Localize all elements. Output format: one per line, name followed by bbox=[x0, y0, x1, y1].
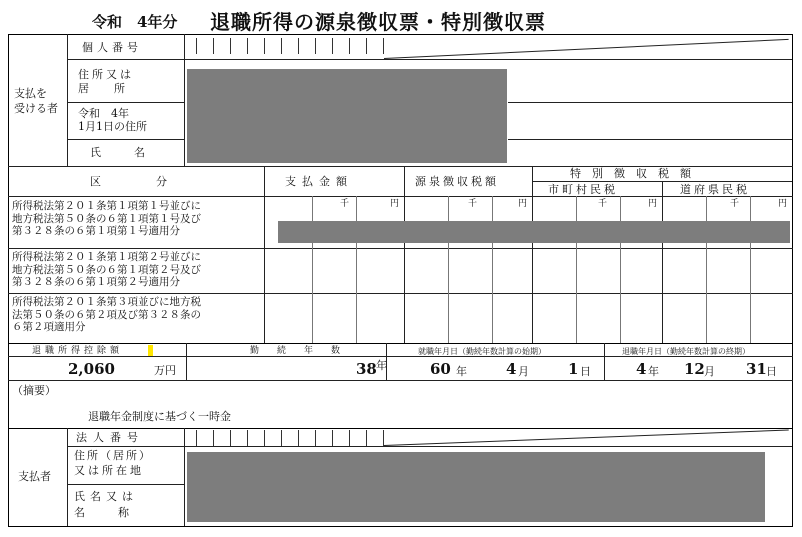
individual-number-diagonal bbox=[384, 39, 789, 59]
payer-name-label-2: 名 称 bbox=[74, 506, 129, 519]
rule-row3 bbox=[8, 343, 793, 344]
retire-day-unit: 日 bbox=[766, 365, 777, 378]
corp-number-diagonal bbox=[384, 429, 789, 446]
retire-year-unit: 年 bbox=[648, 365, 659, 378]
deduction-label: 退職所得控除額 bbox=[32, 346, 124, 356]
rule-address-right bbox=[508, 102, 792, 103]
hire-month-unit: 月 bbox=[518, 365, 529, 378]
deduction-value: 2,060 bbox=[68, 360, 115, 378]
payer-section-label: 支払者 bbox=[18, 470, 51, 483]
rule-jan1 bbox=[67, 139, 184, 140]
rule-row1 bbox=[8, 248, 793, 249]
payer-address-label-1: 住所（居所） bbox=[74, 449, 152, 462]
unit-yen: 円 bbox=[648, 199, 658, 209]
frame-top bbox=[8, 34, 793, 35]
hire-year-unit: 年 bbox=[456, 365, 467, 378]
sub-col bbox=[492, 196, 493, 343]
sub-col bbox=[576, 196, 577, 343]
unit-yen: 円 bbox=[778, 199, 788, 209]
rule-corp-number bbox=[67, 446, 792, 447]
form-year: 令和 4年分 bbox=[92, 13, 178, 31]
col-div-municipal bbox=[662, 181, 663, 343]
payer-divider bbox=[67, 428, 68, 526]
unit-thousand: 千 bbox=[468, 199, 478, 209]
rule-jan1-right bbox=[508, 139, 792, 140]
col-special: 特 別 徴 収 税 額 bbox=[570, 167, 691, 180]
corp-number-label: 法人番号 bbox=[76, 431, 144, 444]
hire-month: 4 bbox=[506, 360, 517, 378]
sub-col bbox=[356, 196, 357, 343]
col-div-withholding bbox=[404, 166, 405, 343]
div-hire bbox=[604, 343, 605, 380]
recipient-redaction bbox=[187, 69, 507, 163]
name-label: 氏 名 bbox=[90, 146, 145, 159]
rule-id bbox=[67, 59, 792, 60]
frame-bottom bbox=[8, 526, 793, 527]
unit-yen: 円 bbox=[518, 199, 528, 209]
retire-day: 31 bbox=[746, 360, 767, 378]
col-div-payment bbox=[264, 166, 265, 343]
sub-col bbox=[312, 196, 313, 343]
row-2-label: 所得税法第２０１条第１項第２号並びに 地方税法第５０条の６第１項第２号及び 第３２８条の６第１項第２号適用分 bbox=[12, 251, 201, 288]
remarks-text: 退職年金制度に基づく一時金 bbox=[88, 410, 231, 423]
unit-thousand: 千 bbox=[340, 199, 350, 209]
row-3-label: 所得税法第２０１条第３項並びに地方税 法第５０条の６第２項及び第３２８条の ６第２項適用分 bbox=[12, 296, 201, 333]
col-category: 区 分 bbox=[90, 175, 167, 188]
row-1-label: 所得税法第２０１条第１項第１号並びに 地方税法第５０条の６第１項第１号及び 第３２８条の６第１項第１号適用分 bbox=[12, 200, 201, 237]
sub-col bbox=[448, 196, 449, 343]
hire-day-unit: 日 bbox=[580, 365, 591, 378]
frame-left bbox=[8, 34, 9, 526]
payer-name-label-1: 氏名又は bbox=[74, 490, 138, 503]
rule-payer-address bbox=[67, 484, 184, 485]
form-title: 退職所得の源泉徴収票・特別徴収票 bbox=[210, 10, 546, 34]
payer-redaction bbox=[187, 452, 765, 522]
hire-year: 60 bbox=[430, 360, 451, 378]
hire-day: 1 bbox=[568, 360, 579, 378]
rule-dates-end bbox=[8, 380, 793, 381]
rule-row2 bbox=[8, 293, 793, 294]
col-withholding: 源泉徴収税額 bbox=[415, 175, 499, 188]
col-prefectural: 道府県民税 bbox=[680, 183, 750, 196]
unit-yen: 円 bbox=[390, 199, 400, 209]
highlight-mark bbox=[148, 345, 153, 356]
rule-table-header bbox=[8, 196, 793, 197]
retire-month: 12 bbox=[684, 360, 705, 378]
deduction-unit: 万円 bbox=[154, 364, 176, 377]
retire-year: 4 bbox=[636, 360, 647, 378]
unit-thousand: 千 bbox=[730, 199, 740, 209]
service-label: 勤 続 年 数 bbox=[250, 346, 341, 356]
sub-col bbox=[750, 196, 751, 343]
payer-address-label-2: 又は所在地 bbox=[74, 464, 144, 477]
individual-number-label: 個人番号 bbox=[82, 41, 142, 54]
hire-date-label: 就職年月日（勤続年数計算の始期） bbox=[418, 347, 546, 356]
remarks-label: （摘要） bbox=[12, 384, 56, 397]
form-header bbox=[0, 6, 802, 34]
col-payment: 支払金額 bbox=[285, 175, 353, 188]
div-deduction bbox=[186, 343, 187, 380]
sub-col bbox=[620, 196, 621, 343]
frame-right bbox=[792, 34, 793, 526]
unit-thousand: 千 bbox=[598, 199, 608, 209]
rule-payer-top bbox=[8, 428, 793, 429]
row1-redaction bbox=[278, 221, 790, 243]
address-label-1: 住所又は bbox=[78, 68, 134, 81]
recipient-label-divider bbox=[184, 34, 185, 166]
col-div-special bbox=[532, 166, 533, 343]
retire-month-unit: 月 bbox=[704, 365, 715, 378]
service-value: 38 bbox=[356, 360, 377, 378]
address-label-2: 居 所 bbox=[78, 82, 126, 95]
retire-date-label: 退職年月日（勤続年数計算の終期） bbox=[622, 347, 750, 356]
service-unit: 年 bbox=[376, 359, 387, 372]
payer-label-divider bbox=[184, 428, 185, 526]
jan1-label-2: 1月1日の住所 bbox=[78, 120, 147, 133]
recipient-section-label: 支払を 受ける者 bbox=[14, 87, 58, 115]
col-municipal: 市町村民税 bbox=[548, 183, 618, 196]
rule-address bbox=[67, 102, 184, 103]
sub-col bbox=[706, 196, 707, 343]
jan1-label-1: 令和 4年 bbox=[78, 107, 129, 120]
recipient-divider bbox=[67, 34, 68, 166]
